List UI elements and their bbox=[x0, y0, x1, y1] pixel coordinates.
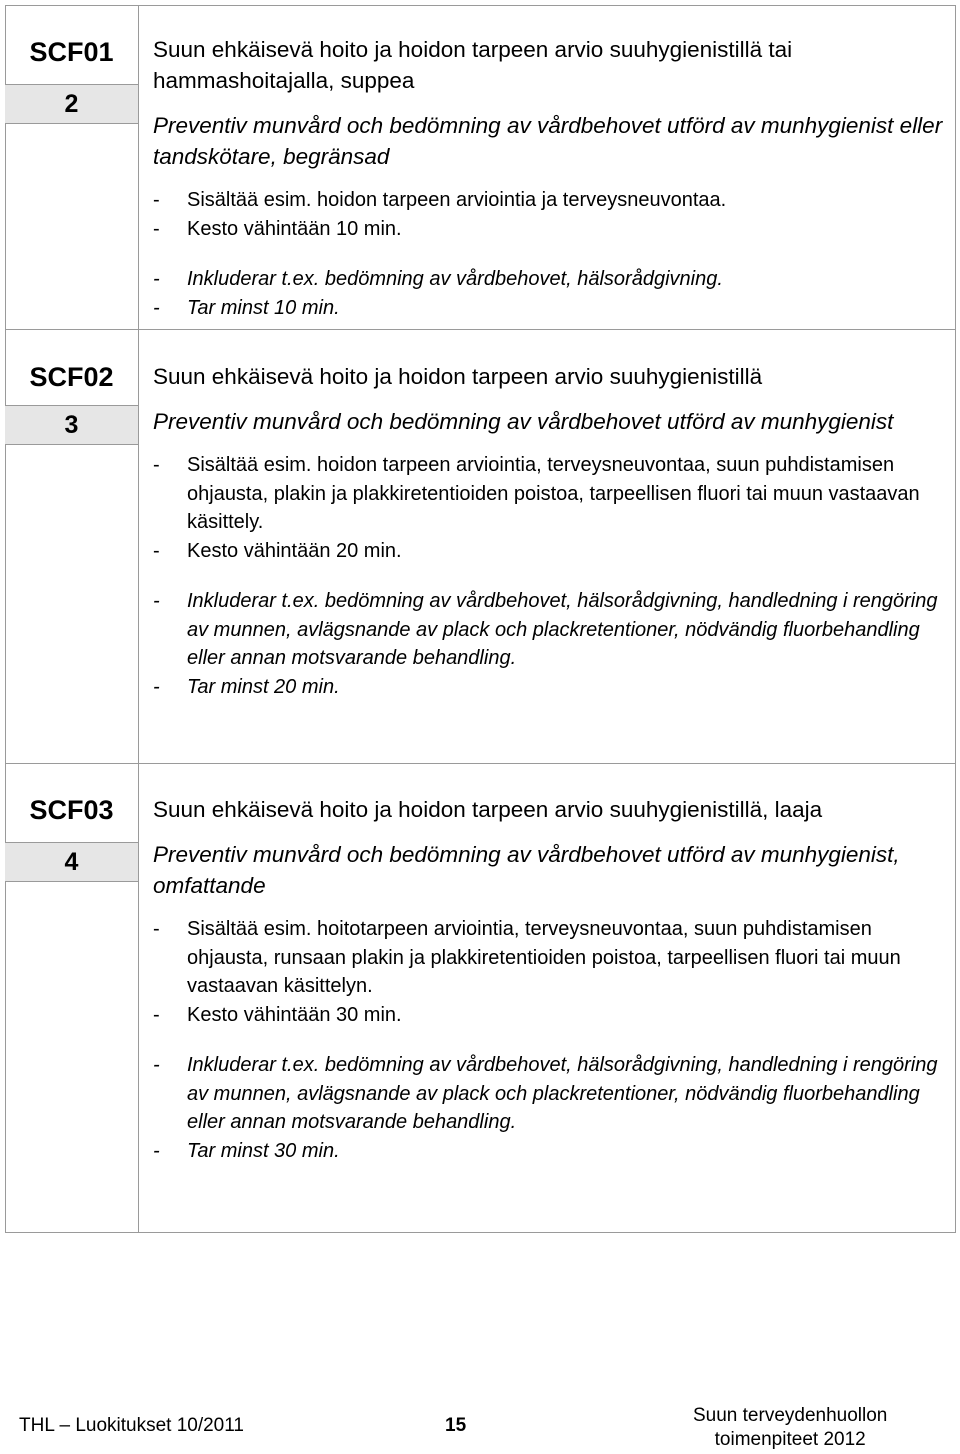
list-item: - Sisältää esim. hoidon tarpeen arviointia ja terveysneuvontaa. bbox=[153, 186, 945, 215]
details-finnish bbox=[153, 451, 945, 565]
footer-title-line: Suun terveydenhuollon bbox=[693, 1405, 888, 1426]
list-item: - Inkluderar t.ex. bedömning av vårdbehovet, hälsorådgivning, handledning i rengöring av munnen, avlägsnande av plack och plackretentioner, nödvändig fluorbehandling eller annan motsvarande behandling. bbox=[153, 1051, 945, 1137]
title-swedish: Preventiv munvård och bedömning av vårdbehovet utförd av munhygienist eller tandskötare, begränsad bbox=[153, 113, 943, 169]
list-item: - Tar minst 10 min. bbox=[153, 294, 945, 323]
procedure-code: SCF01 bbox=[29, 37, 114, 67]
list-item: - Tar minst 20 min. bbox=[153, 673, 945, 702]
procedure-description bbox=[153, 34, 945, 322]
procedure-number: 3 bbox=[5, 405, 138, 445]
title-finnish: Suun ehkäisevä hoito ja hoidon tarpeen arvio suuhygienistillä, laaja bbox=[153, 797, 823, 822]
list-item: - Inkluderar t.ex. bedömning av vårdbehovet, hälsorådgivning. bbox=[153, 265, 945, 294]
list-item: - Inkluderar t.ex. bedömning av vårdbehovet, hälsorådgivning, handledning i rengöring av munnen, avlägsnande av plack och plackretentioner, nödvändig fluorbehandling eller annan motsvarande behandling. bbox=[153, 587, 945, 673]
details-swedish bbox=[153, 265, 945, 322]
procedure-description bbox=[153, 794, 945, 1165]
title-finnish: Suun ehkäisevä hoito ja hoidon tarpeen arvio suuhygienistillä bbox=[153, 364, 763, 389]
page-number: 15 bbox=[445, 1415, 467, 1436]
list-item: - Kesto vähintään 30 min. bbox=[153, 1001, 945, 1030]
footer-publication: THL – Luokitukset 10/2011 bbox=[19, 1415, 244, 1436]
procedure-code: SCF02 bbox=[29, 362, 114, 392]
list-item: - Sisältää esim. hoidon tarpeen arviointia, terveysneuvontaa, suun puhdistamisen ohjausta, plakin ja plakkiretentioiden poistoa, tarpeellisen fluori tai muun vastaavan käsittely. bbox=[153, 451, 945, 537]
footer-document-title bbox=[693, 1404, 887, 1452]
row-divider bbox=[5, 763, 956, 764]
column-divider bbox=[138, 5, 139, 1233]
list-item: - Sisältää esim. hoitotarpeen arviointia, terveysneuvontaa, suun puhdistamisen ohjausta, runsaan plakin ja plakkiretentioiden poistoa, tarpeellisen fluori tai muun vastaavan käsittelyn. bbox=[153, 915, 945, 1001]
footer-title-line: toimenpiteet 2012 bbox=[714, 1429, 866, 1450]
title-swedish: Preventiv munvård och bedömning av vårdbehovet utförd av munhygienist bbox=[153, 409, 894, 434]
title-finnish: Suun ehkäisevä hoito ja hoidon tarpeen arvio suuhygienistillä tai hammashoitajalla, suppea bbox=[153, 37, 793, 93]
procedure-code: SCF03 bbox=[29, 795, 114, 825]
details-finnish bbox=[153, 186, 945, 243]
list-item: - Kesto vähintään 20 min. bbox=[153, 537, 945, 566]
list-item: - Kesto vähintään 10 min. bbox=[153, 215, 945, 244]
procedure-number: 4 bbox=[5, 842, 138, 882]
list-item: - Tar minst 30 min. bbox=[153, 1137, 945, 1166]
details-finnish bbox=[153, 915, 945, 1029]
procedure-description bbox=[153, 361, 945, 701]
title-swedish: Preventiv munvård och bedömning av vårdbehovet utförd av munhygienist, omfattande bbox=[153, 842, 900, 898]
details-swedish bbox=[153, 587, 945, 701]
details-swedish bbox=[153, 1051, 945, 1165]
page-footer bbox=[0, 1405, 960, 1454]
row-divider bbox=[5, 329, 956, 330]
procedure-number: 2 bbox=[5, 84, 138, 124]
